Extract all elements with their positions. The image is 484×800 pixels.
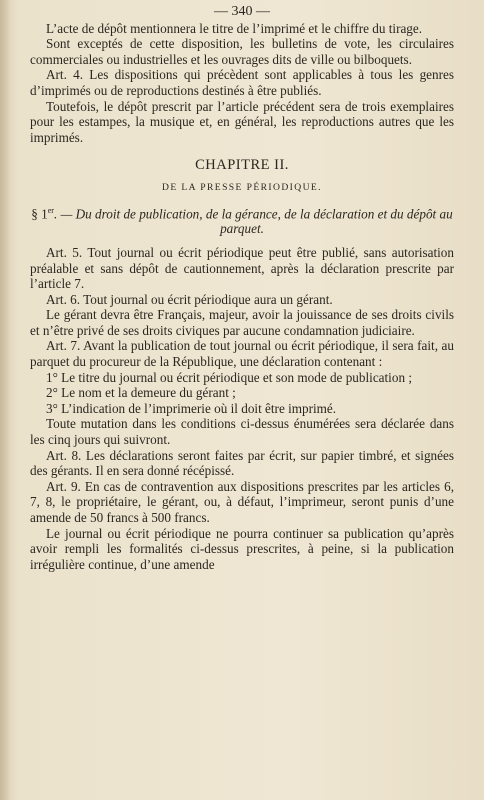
page-number: — 340 — (214, 4, 270, 19)
page-gutter-shadow (0, 0, 10, 800)
paragraph-bottom-1: Art. 6. Tout journal ou écrit périodique aura un gérant. (46, 291, 333, 307)
section-symbol-sup: er (47, 205, 54, 215)
paragraph-top-1: Sont exceptés de cette disposition, les bulletins de vote, les circulaires commerciales ou industrielles et les ouvrages dits de ville ou bilboquets. (30, 36, 454, 67)
paragraph-bottom-5: 2° Le nom et la demeure du gérant ; (46, 385, 236, 401)
paragraph-top-3: Toutefois, le dépôt prescrit par l’article précédent sera de trois exemplaires pour les estampes, la musique et, en général, les reproductions autres que les imprimés. (30, 98, 454, 145)
paragraph-bottom-8: Art. 8. Les déclarations seront faites par écrit, sur papier timbré, et signées des gérants. Il en sera donné récépissé. (30, 447, 454, 479)
paragraph-top-2: Art. 4. Les dispositions qui précèdent sont applicables à tous les genres d’imprimés ou de reproductions destinés à être publiés. (30, 67, 454, 98)
paragraph-bottom-2: Le gérant devra être Français, majeur, avoir la jouissance de ses droits civils et n’être privé de ses droits civiques par aucune condamnation judiciaire. (30, 307, 454, 338)
paragraph-bottom-7: Toute mutation dans les conditions ci-dessus énumérées sera déclarée dans les cinq jours qui suivront. (30, 416, 454, 448)
section-heading (30, 203, 454, 237)
section-symbol: § 1 (31, 205, 48, 221)
chapter-subtitle: DE LA PRESSE PÉRIODIQUE. (162, 181, 322, 193)
paragraph-bottom-4: 1° Le titre du journal ou écrit périodique et son mode de publication ; (46, 369, 412, 385)
paragraph-bottom-0: Art. 5. Tout journal ou écrit périodique peut être publié, sans autorisation préalable et sans dépôt de cautionnement, après la déclaration prescrite par l’article 7. (30, 244, 454, 292)
paragraph-bottom-6: 3° L’indication de l’imprimerie où il doit être imprimé. (46, 400, 337, 416)
paragraph-bottom-3: Art. 7. Avant la publication de tout journal ou écrit périodique, il sera fait, au parquet du procureur de la République, une déclaration contenant : (30, 338, 454, 370)
page-text-block (30, 4, 454, 572)
paragraph-bottom-10: Le journal ou écrit périodique ne pourra continuer sa publication qu’après avoir rempli les formalités ci-dessus prescrites, à peine, si la publication irrégulière continue, d’une amende (30, 525, 454, 572)
paragraph-top-0: L’acte de dépôt mentionnera le titre de l’imprimé et le chiffre du tirage. (46, 20, 423, 36)
chapter-title: CHAPITRE II. (195, 157, 289, 174)
section-title: . — Du droit de publication, de la gérance, de la déclaration et du dépôt au parquet. (53, 205, 453, 237)
paragraph-bottom-9: Art. 9. En cas de contravention aux dispositions prescrites par les articles 6, 7, 8, le propriétaire, le gérant, ou, à défaut, l’imprimeur, seront punis d’une amende de 50 francs à 500 francs. (30, 478, 454, 526)
